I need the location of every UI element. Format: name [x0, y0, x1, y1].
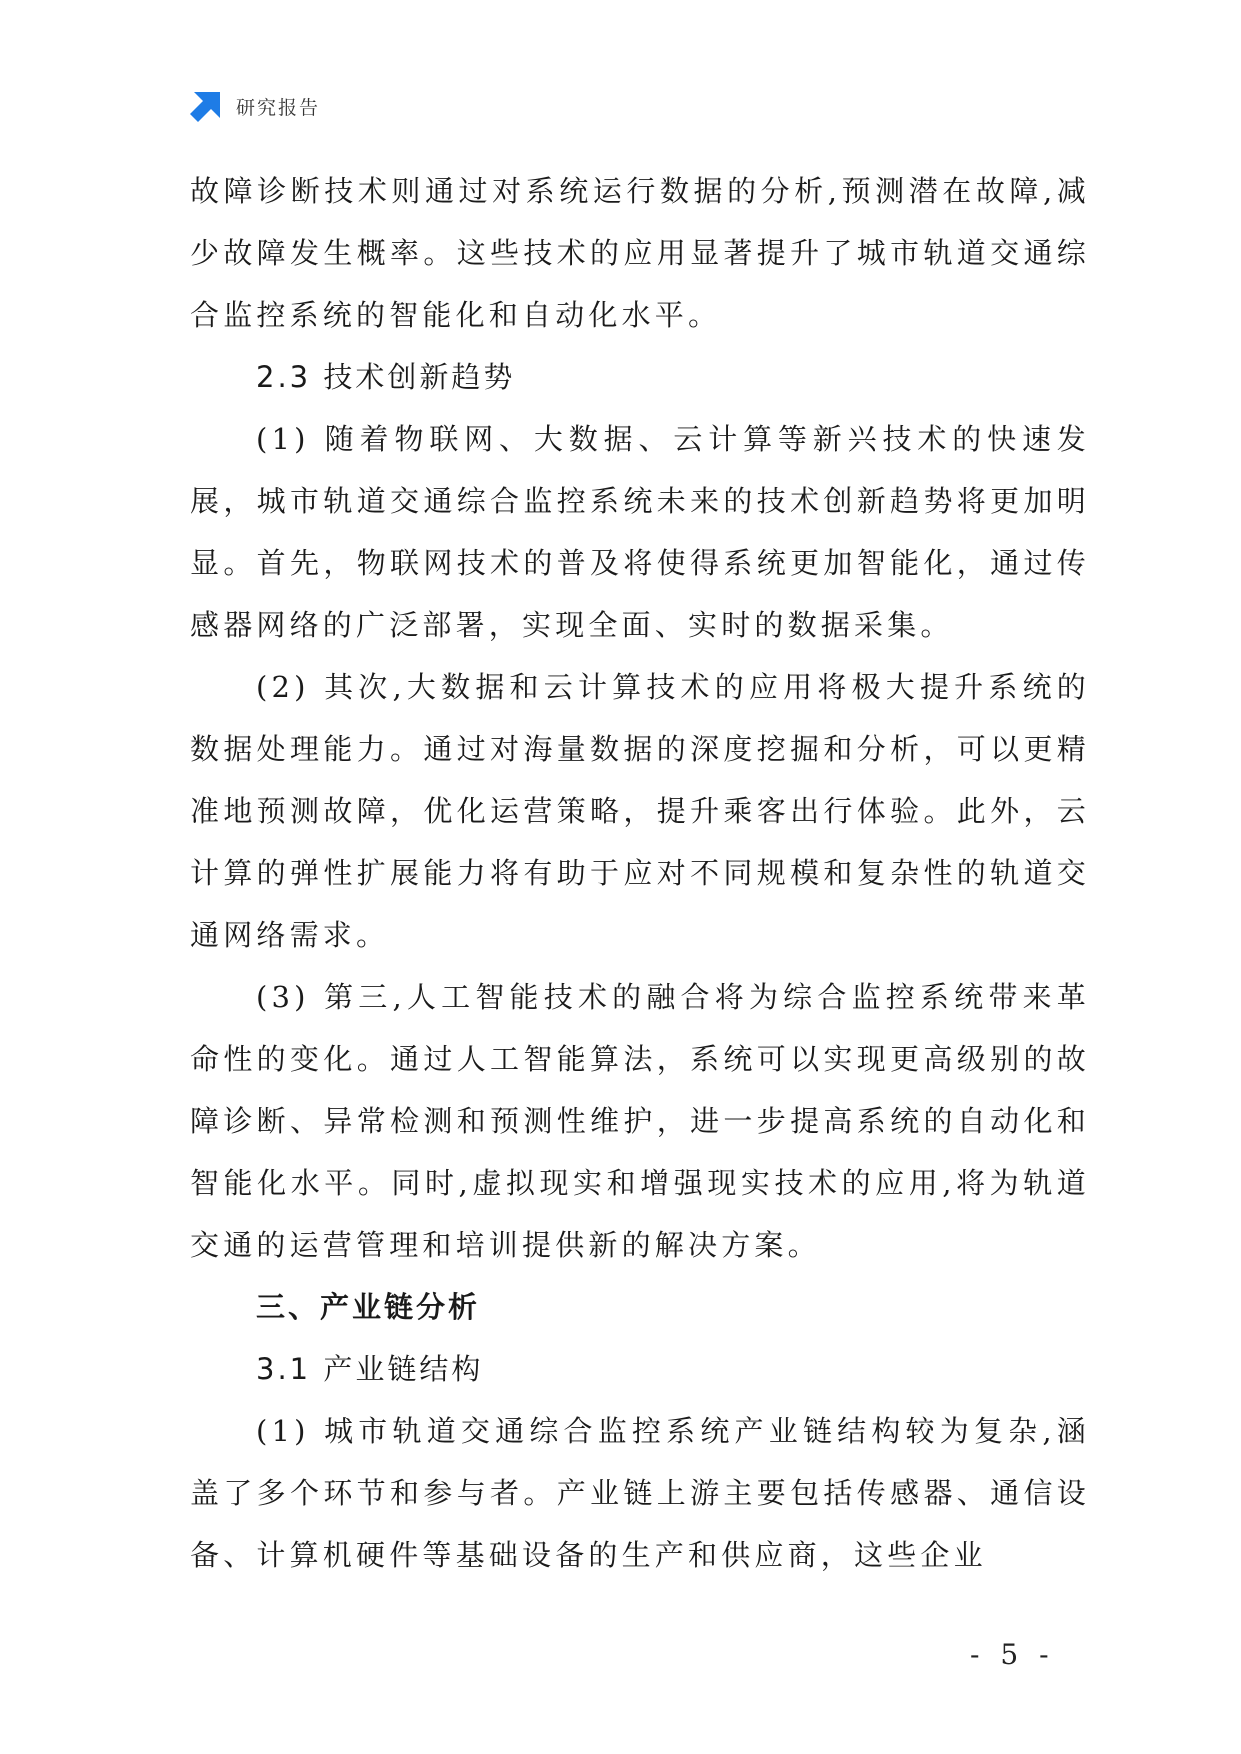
page-number: - 5 - [970, 1638, 1055, 1671]
paragraph-fault-diagnosis: 故障诊断技术则通过对系统运行数据的分析,预测潜在故障,减少故障发生概率。这些技术的应用显著提升了城市轨道交通综合监控系统的智能化和自动化水平。 [190, 174, 1090, 332]
paragraph-trend-3: (3) 第三,人工智能技术的融合将为综合监控系统带来革命性的变化。通过人工智能算法，系统可以实现更高级别的故障诊断、异常检测和预测性维护，进一步提高系统的自动化和智能化水平。同时,虚拟现实和增强现实技术的应用,将为轨道交通的运营管理和培训提供新的解决方案。 [190, 980, 1090, 1262]
page-header [190, 88, 320, 124]
arrow-up-right-icon [190, 90, 222, 122]
paragraph-trend-2: (2) 其次,大数据和云计算技术的应用将极大提升系统的数据处理能力。通过对海量数据的深度挖掘和分析，可以更精准地预测故障，优化运营策略，提升乘客出行体验。此外，云计算的弹性扩展能力将有助于应对不同规模和复杂性的轨道交通网络需求。 [190, 670, 1090, 952]
section-heading-3-1: 3.1 产业链结构 [256, 1352, 484, 1386]
paragraph-trend-1: (1) 随着物联网、大数据、云计算等新兴技术的快速发展，城市轨道交通综合监控系统未来的技术创新趋势将更加明显。首先，物联网技术的普及将使得系统更加智能化，通过传感器网络的广泛部署，实现全面、实时的数据采集。 [190, 422, 1090, 642]
document-body [190, 160, 1090, 1586]
paragraph-industry-chain-1: (1) 城市轨道交通综合监控系统产业链结构较为复杂,涵盖了多个环节和参与者。产业链上游主要包括传感器、通信设备、计算机硬件等基础设备的生产和供应商，这些企业 [190, 1414, 1090, 1572]
section-heading-2-3: 2.3 技术创新趋势 [256, 360, 516, 394]
chapter-heading-3: 三、产业链分析 [256, 1290, 481, 1324]
header-title: 研究报告 [236, 96, 321, 119]
